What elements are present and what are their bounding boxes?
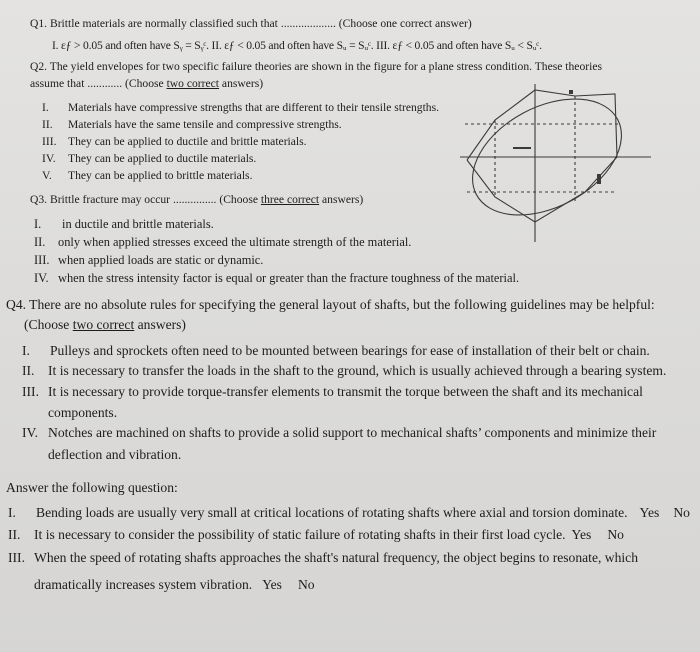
q4-option	[22, 342, 650, 359]
q2-option-text: Materials have the same tensile and compressive strengths.	[68, 118, 342, 131]
q1-stem-line	[30, 16, 472, 31]
q2-option-text: They can be applied to brittle materials.	[68, 169, 253, 182]
q2-option-num: I.	[42, 101, 49, 114]
q2-stem-line2	[30, 76, 263, 91]
q3-instr-post: answers)	[319, 193, 364, 206]
q3-instr-pre: (Choose	[219, 193, 261, 206]
q1-dots: ...................	[280, 17, 336, 30]
yes-option[interactable]: Yes	[262, 577, 282, 592]
answer-heading: Answer the following question:	[6, 480, 178, 495]
q2-option	[42, 151, 256, 166]
q2-instr-post: answers)	[219, 77, 264, 90]
q4-option-text: Notches are machined on shafts to provide a solid support to mechanical shafts’ components and minimize their	[48, 425, 657, 440]
envelope-hexagon	[467, 90, 617, 222]
q3-option-text: when applied loads are static or dynamic.	[58, 253, 264, 267]
q2-option-num: IV.	[42, 152, 56, 165]
q4-option-continued: components.	[48, 405, 118, 420]
q3-instruction	[219, 193, 363, 206]
q2-option-num: III.	[42, 135, 57, 148]
q4-option-num: IV.	[22, 425, 38, 440]
q4-option-num: III.	[22, 384, 39, 399]
no-option[interactable]: No	[297, 577, 315, 592]
q2-instruction	[125, 77, 263, 90]
q4-instr-underlined: two correct	[72, 317, 135, 332]
q4-option	[22, 383, 643, 400]
q3-option	[34, 271, 519, 286]
q4-instr-post: answers)	[134, 317, 186, 332]
q1-stem: Q1. Brittle materials are normally classified such that	[30, 17, 278, 30]
q3-option-num: III.	[34, 253, 50, 267]
q1-options: I. εƒ > 0.05 and often have Sᵧ = Sᵧᶜ. II. εƒ < 0.05 and often have Sᵤ = Sᵤᶜ. III. εƒ < 0.05 and often have Sᵤ < Sᵤᶜ.	[52, 39, 542, 52]
q4-option-text: It is necessary to transfer the loads in the shaft to the ground, which is usually achieved through a bearing system.	[48, 363, 667, 378]
yes-option[interactable]: Yes	[571, 527, 592, 542]
answer-item	[8, 526, 624, 543]
answer-item-text: It is necessary to consider the possibility of static failure of rotating shafts in their first load cycle.	[34, 527, 566, 542]
q2-option	[42, 117, 342, 132]
q2-option	[42, 100, 439, 115]
q2-option	[42, 134, 307, 149]
q4-option-text: Pulleys and sprockets often need to be mounted between bearings for ease of installation of their belt or chain.	[50, 343, 650, 358]
yield-envelope-figure	[455, 82, 655, 250]
q4-instr-pre: (Choose	[24, 317, 73, 332]
no-option[interactable]: No	[607, 527, 624, 542]
marker	[597, 174, 601, 184]
q3-option-text: only when applied stresses exceed the ultimate strength of the material.	[58, 235, 412, 249]
q2-dots: ............	[87, 77, 123, 90]
yes-option[interactable]: Yes	[639, 505, 660, 520]
q2-stem2: assume that	[30, 77, 85, 90]
q4-option	[22, 424, 656, 441]
q2-option-text: They can be applied to ductile and brittle materials.	[68, 135, 307, 148]
q2-option-text: They can be applied to ductile materials.	[68, 152, 257, 165]
answer-item	[8, 504, 690, 521]
q2-option	[42, 168, 252, 183]
marker	[569, 90, 573, 94]
q4-option	[22, 362, 666, 379]
q4-stem: Q4. There are no absolute rules for specifying the general layout of shafts, but the following guidelines may be helpful:	[6, 297, 655, 312]
q3-option-text: in ductile and brittle materials.	[62, 217, 214, 231]
q4-option-num: II.	[22, 363, 35, 378]
q1-instruction: (Choose one correct answer)	[338, 17, 472, 30]
q4-option-num: I.	[22, 343, 30, 358]
q3-stem: Q3. Brittle fracture may occur	[30, 193, 171, 206]
answer-item-num: II.	[8, 527, 21, 542]
q3-stem-line	[30, 192, 363, 207]
answer-item-continued	[34, 576, 315, 593]
answer-item-num: I.	[8, 505, 16, 520]
q3-option	[34, 217, 214, 232]
no-option[interactable]: No	[673, 505, 690, 520]
q3-option-num: I.	[34, 217, 42, 231]
q2-option-num: II.	[42, 118, 53, 131]
q4-option-continued: deflection and vibration.	[48, 447, 182, 462]
answer-item-num: III.	[8, 550, 25, 565]
q3-option	[34, 253, 263, 268]
answer-item	[8, 549, 638, 566]
q2-option-num: V.	[42, 169, 52, 182]
answer-item-text: dramatically increases system vibration.	[34, 577, 253, 592]
q2-stem: Q2. The yield envelopes for two specific failure theories are shown in the figure for a plane stress condition. These theories	[30, 60, 602, 73]
q3-option-text: when the stress intensity factor is equal or greater than the fracture toughness of the material.	[58, 271, 520, 285]
answer-item-text: Bending loads are usually very small at critical locations of rotating shafts where axial and torsion dominate.	[36, 505, 628, 520]
answer-item-text: When the speed of rotating shafts approaches the shaft's natural frequency, the object begins to resonate, which	[34, 550, 639, 565]
q3-option	[34, 235, 411, 250]
q4-instruction	[24, 316, 186, 333]
q3-option-num: II.	[34, 235, 46, 249]
marker	[513, 147, 531, 149]
q2-option-text: Materials have compressive strengths that are different to their tensile strengths.	[68, 101, 439, 114]
q3-option-num: IV.	[34, 271, 49, 285]
q4-option-text: It is necessary to provide torque-transfer elements to transmit the torque between the shaft and its mechanical	[48, 384, 643, 399]
q2-instr-pre: (Choose	[125, 77, 167, 90]
q3-dots: ...............	[172, 193, 217, 206]
q3-instr-underlined: three correct	[260, 193, 320, 206]
q2-instr-underlined: two correct	[166, 77, 220, 90]
